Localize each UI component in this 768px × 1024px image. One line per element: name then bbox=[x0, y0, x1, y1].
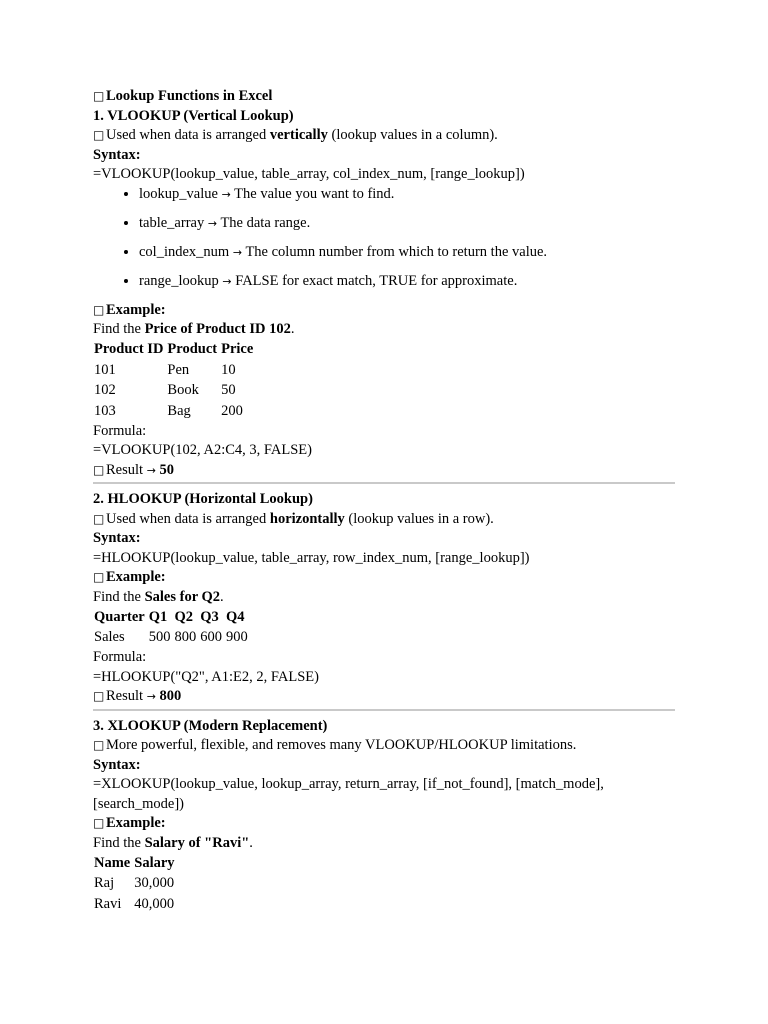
vlookup-table bbox=[93, 340, 256, 422]
placeholder-box-icon: □ bbox=[93, 689, 105, 703]
table-cell: 30,000 bbox=[134, 875, 175, 891]
section-divider bbox=[93, 482, 675, 484]
hlookup-syntax: =HLOOKUP(lookup_value, table_array, row_index_num, [range_lookup]) bbox=[93, 549, 530, 566]
xlookup-syntax-line1: =XLOOKUP(lookup_value, lookup_array, return_array, [if_not_found], [match_mode], bbox=[93, 776, 604, 792]
placeholder-box-icon: □ bbox=[93, 462, 105, 477]
table-header-row bbox=[93, 607, 251, 628]
table-cell: 101 bbox=[94, 361, 116, 378]
table-cell: 200 bbox=[221, 402, 243, 419]
document-page bbox=[93, 87, 675, 915]
table-header-cell: Product ID bbox=[94, 341, 164, 357]
table-header-cell: Price bbox=[221, 341, 254, 357]
hlookup-formula-label: Formula: bbox=[93, 649, 147, 665]
table-row bbox=[93, 360, 256, 381]
vlookup-heading: 1. VLOOKUP (Vertical Lookup) bbox=[93, 107, 294, 124]
arrow-right-icon: → bbox=[232, 245, 243, 259]
table-header-row bbox=[93, 340, 256, 361]
table-cell: 800 bbox=[174, 629, 197, 645]
xlookup-heading: 3. XLOOKUP (Modern Replacement) bbox=[93, 717, 328, 734]
placeholder-box-icon: □ bbox=[93, 89, 105, 103]
xlookup-syntax-label: Syntax: bbox=[93, 756, 141, 773]
table-cell: 102 bbox=[94, 382, 116, 398]
arrow-right-icon: → bbox=[221, 187, 231, 201]
xlookup-syntax-line2: [search_mode]) bbox=[93, 795, 184, 812]
table-cell: Sales bbox=[94, 629, 125, 645]
vlookup-formula-label: Formula: bbox=[93, 422, 147, 439]
vlookup-formula: =VLOOKUP(102, A2:C4, 3, FALSE) bbox=[93, 442, 312, 458]
table-header-cell: Product bbox=[167, 341, 218, 357]
placeholder-box-icon: □ bbox=[93, 570, 105, 584]
section-divider bbox=[93, 709, 675, 711]
table-cell: 600 bbox=[200, 629, 222, 645]
table-header-cell: Quarter bbox=[94, 608, 145, 625]
hlookup-task: Find the Sales for Q2. bbox=[93, 588, 224, 605]
hlookup-result: □ Result → 800 bbox=[93, 687, 675, 707]
hlookup-example-label: □ Example: bbox=[93, 568, 675, 588]
hlookup-heading: 2. HLOOKUP (Horizontal Lookup) bbox=[93, 491, 313, 507]
xlookup-table bbox=[93, 853, 178, 915]
table-row bbox=[93, 381, 256, 402]
table-cell: 50 bbox=[221, 382, 236, 398]
placeholder-box-icon: □ bbox=[93, 302, 105, 317]
list-item: • col_index_num → The column number from which to return the value. bbox=[139, 243, 675, 272]
hlookup-formula: =HLOOKUP("Q2", A1:E2, 2, FALSE) bbox=[93, 668, 319, 685]
xlookup-example-label: □ Example: bbox=[93, 814, 675, 834]
list-item: • table_array → The data range. bbox=[139, 214, 675, 243]
arrow-right-icon: → bbox=[146, 463, 156, 477]
placeholder-box-icon: □ bbox=[93, 816, 105, 830]
arrow-right-icon: → bbox=[146, 690, 156, 703]
list-item: • lookup_value → The value you want to find. bbox=[139, 185, 675, 214]
vlookup-parameter-list bbox=[93, 185, 675, 301]
table-header-cell: Q1 bbox=[148, 608, 168, 625]
hlookup-syntax-label: Syntax: bbox=[93, 530, 141, 546]
table-row bbox=[93, 894, 178, 915]
table-cell: 103 bbox=[94, 402, 116, 419]
table-row bbox=[93, 628, 251, 649]
hlookup-table bbox=[93, 607, 251, 648]
table-header-cell: Name bbox=[94, 854, 131, 871]
table-cell: 500 bbox=[148, 629, 171, 645]
table-cell: 40,000 bbox=[134, 895, 175, 912]
table-row bbox=[93, 874, 178, 895]
document-title: □ Lookup Functions in Excel bbox=[93, 87, 675, 107]
vlookup-syntax-label: Syntax: bbox=[93, 146, 141, 163]
table-cell: Raj bbox=[94, 875, 115, 891]
vlookup-syntax: =VLOOKUP(lookup_value, table_array, col_index_num, [range_lookup]) bbox=[93, 166, 525, 182]
table-header-cell: Q2 bbox=[174, 608, 194, 625]
placeholder-box-icon: □ bbox=[93, 511, 105, 526]
arrow-right-icon: → bbox=[222, 274, 232, 288]
vlookup-example-label: □ Example: bbox=[93, 301, 675, 321]
hlookup-description: □ Used when data is arranged horizontally (lookup values in a row). bbox=[93, 510, 675, 530]
table-header-cell: Q4 bbox=[225, 608, 245, 625]
arrow-right-icon: → bbox=[207, 216, 218, 230]
table-row bbox=[93, 401, 256, 422]
table-cell: Ravi bbox=[94, 895, 122, 912]
table-header-row bbox=[93, 853, 178, 874]
vlookup-task: Find the Price of Product ID 102. bbox=[93, 321, 295, 337]
placeholder-box-icon: □ bbox=[93, 738, 105, 752]
xlookup-description: □ More powerful, flexible, and removes many VLOOKUP/HLOOKUP limitations. bbox=[93, 736, 675, 756]
table-cell: 900 bbox=[225, 629, 248, 645]
list-item: • range_lookup → FALSE for exact match, TRUE for approximate. bbox=[139, 272, 675, 301]
table-cell: Pen bbox=[167, 361, 190, 378]
table-cell: Bag bbox=[167, 402, 191, 419]
table-cell: 10 bbox=[221, 361, 236, 378]
table-cell: Book bbox=[167, 382, 199, 398]
xlookup-task: Find the Salary of "Ravi". bbox=[93, 834, 253, 851]
table-header-cell: Q3 bbox=[200, 608, 219, 625]
placeholder-box-icon: □ bbox=[93, 128, 105, 142]
vlookup-result: □ Result → 50 bbox=[93, 461, 675, 481]
table-header-cell: Salary bbox=[134, 854, 175, 871]
vlookup-description: □ Used when data is arranged vertically (lookup values in a column). bbox=[93, 126, 675, 146]
